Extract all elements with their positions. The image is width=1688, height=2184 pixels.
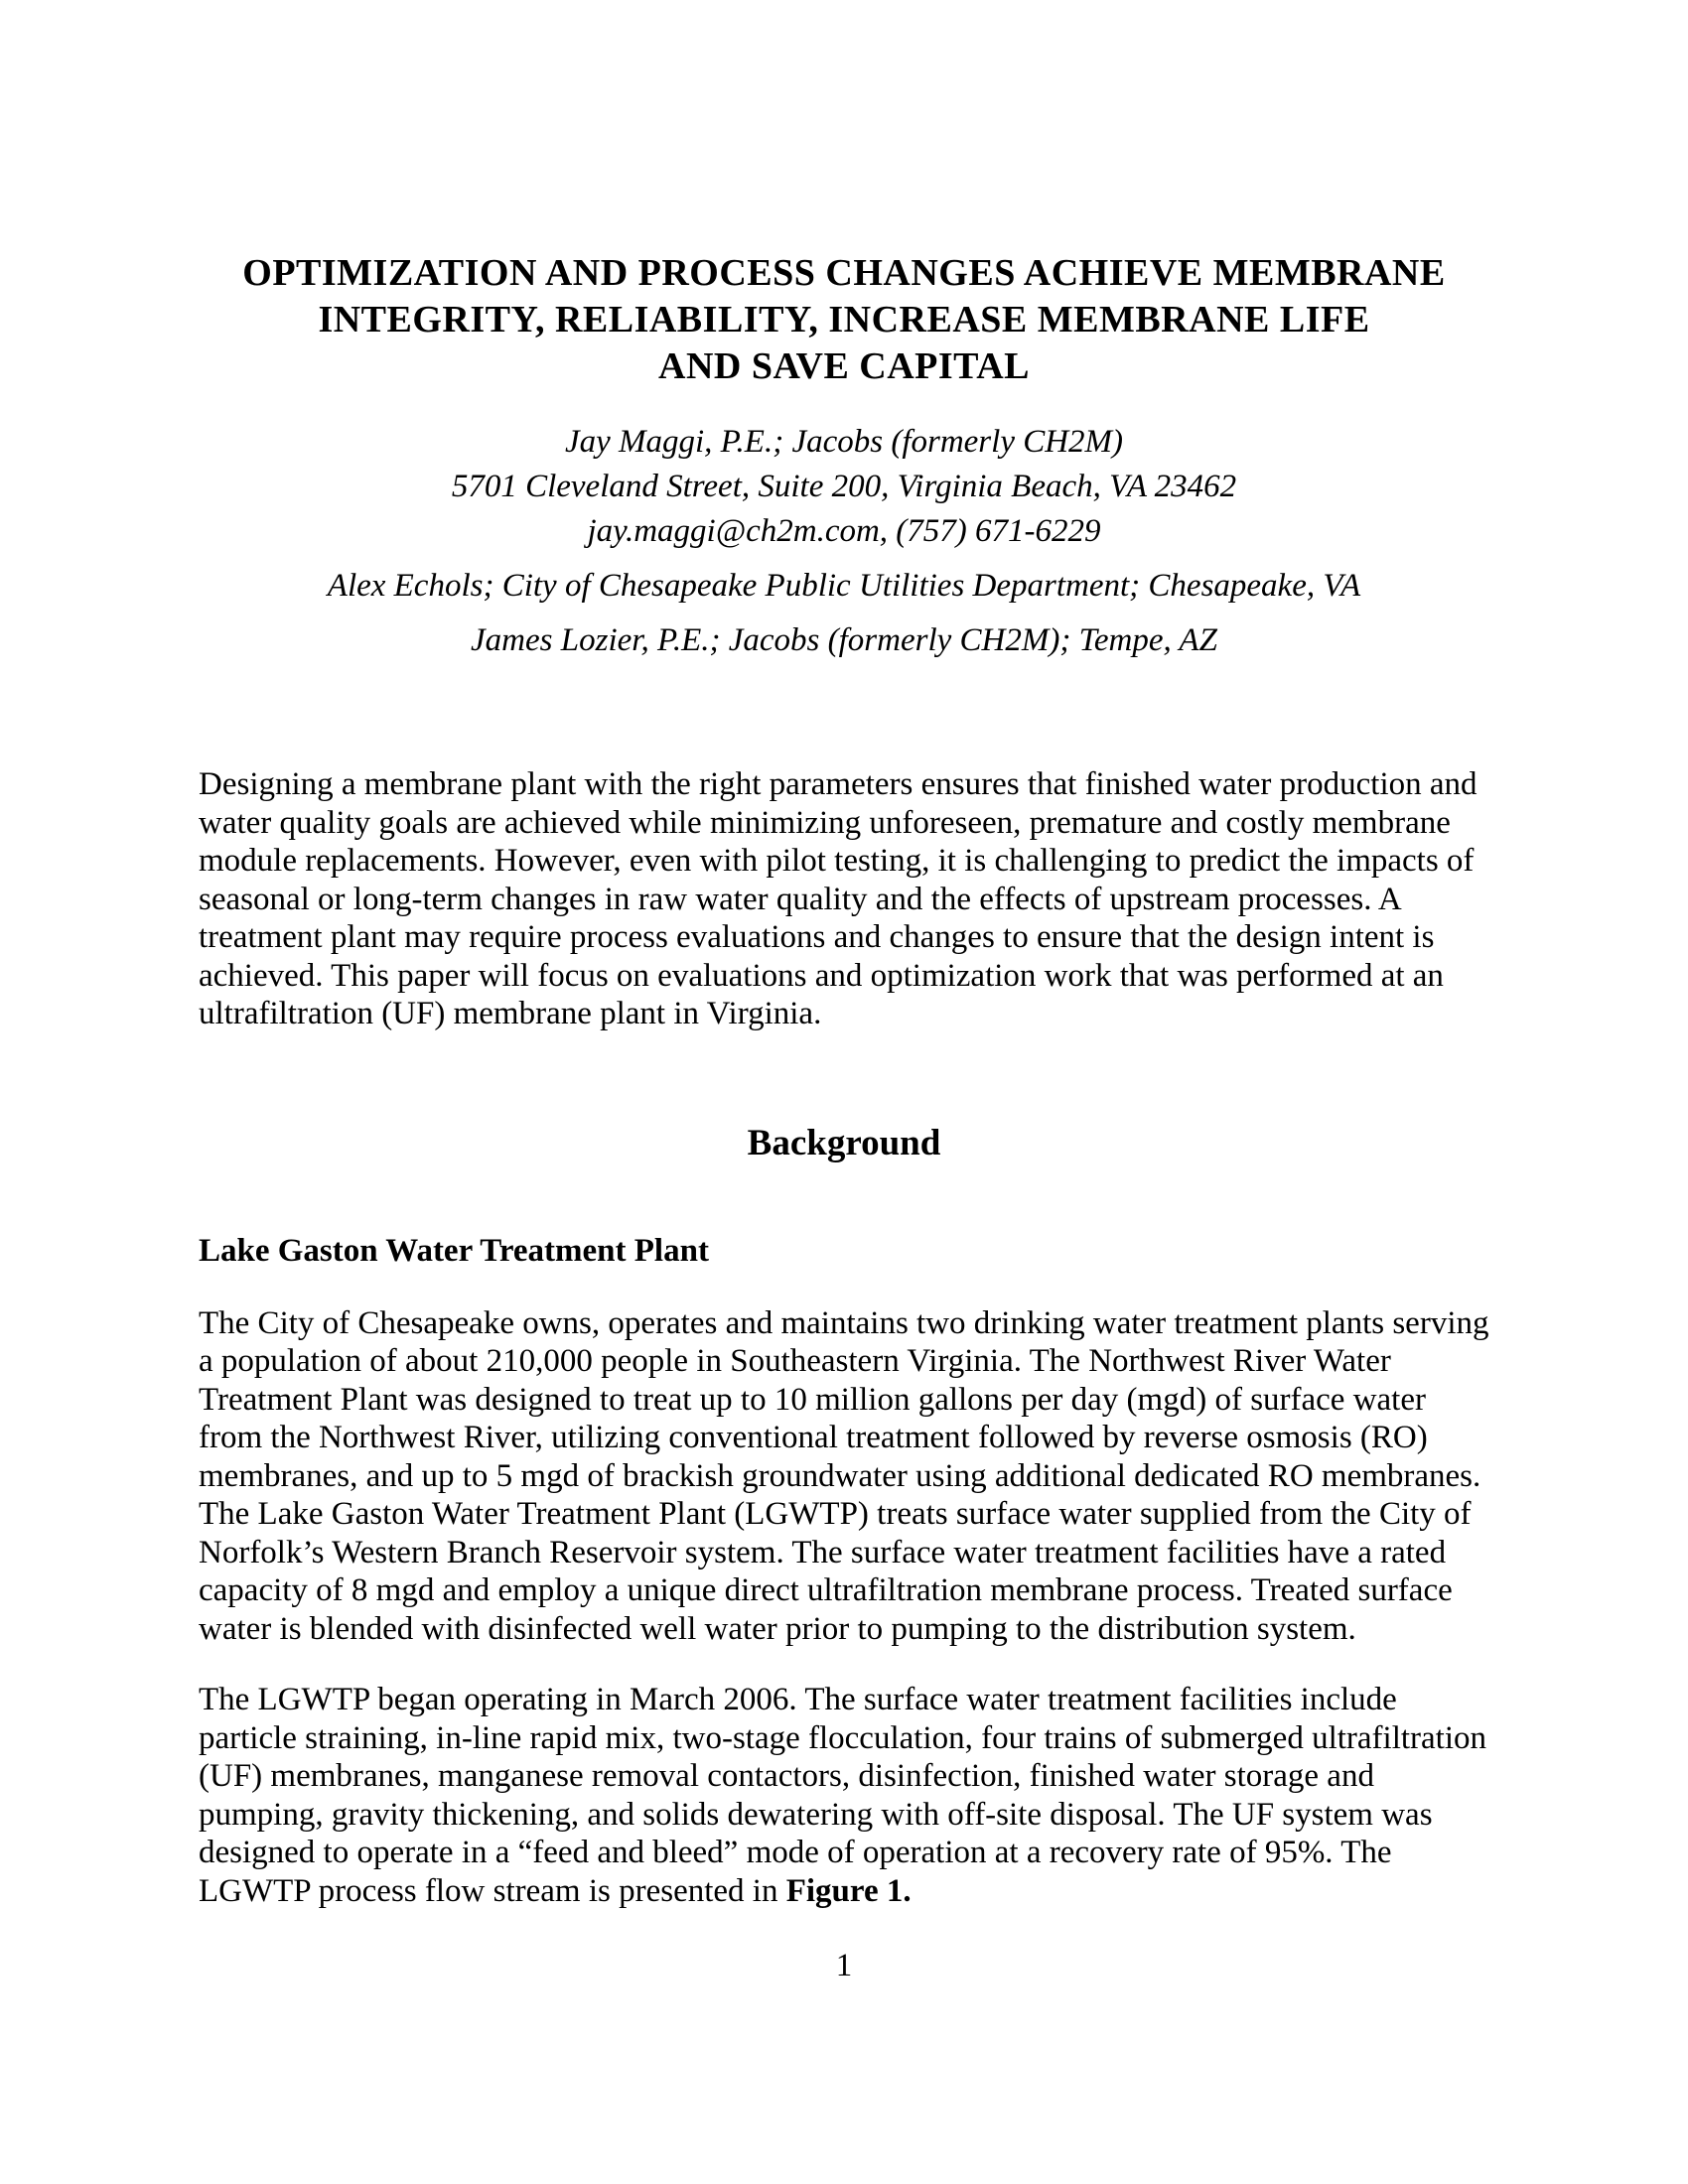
- author-name-line: Alex Echols; City of Chesapeake Public Utilities Department; Chesapeake, VA: [327, 568, 1361, 604]
- title-line-2: INTEGRITY, RELIABILITY, INCREASE MEMBRANE LIFE: [318, 299, 1370, 341]
- author-group-3: [199, 618, 1489, 663]
- section-heading-background: Background: [747, 1122, 941, 1163]
- body-paragraph-2: [199, 1681, 1489, 1910]
- abstract-paragraph: Designing a membrane plant with the right parameters ensures that finished water production and water quality goals are achieved while minimizing unforeseen, premature and costly membrane module replacements. However, even with pilot testing, it is challenging to predict the impacts of seasonal or long-term changes in raw water quality and the effects of upstream processes. A treatment plant may require process evaluations and changes to ensure that the design intent is achieved. This paper will focus on evaluations and optimization work that was performed at an ultrafiltration (UF) membrane plant in Virginia.: [199, 766, 1477, 1031]
- title-line-1: OPTIMIZATION AND PROCESS CHANGES ACHIEVE MEMBRANE: [242, 252, 1446, 294]
- author-name-line: James Lozier, P.E.; Jacobs (formerly CH2M); Tempe, AZ: [471, 622, 1217, 658]
- author-address-line: 5701 Cleveland Street, Suite 200, Virginia Beach, VA 23462: [451, 469, 1237, 504]
- author-name-line: Jay Maggi, P.E.; Jacobs (formerly CH2M): [564, 424, 1124, 460]
- title-line-3: AND SAVE CAPITAL: [658, 345, 1030, 387]
- subsection-heading-lake-gaston: Lake Gaston Water Treatment Plant: [199, 1232, 709, 1269]
- author-group-2: [199, 564, 1489, 609]
- figure-1-reference: Figure 1.: [785, 1872, 912, 1909]
- body-paragraph-2-text: The LGWTP began operating in March 2006. The surface water treatment facilities include particle straining, in-line rapid mix, two-stage flocculation, four trains of submerged ultrafiltration (UF) membranes, manganese removal contactors, disinfection, finished water storage and pumping, gravity thickening, and solids dewatering with off-site disposal. The UF system was designed to operate in a “feed and bleed” mode of operation at a recovery rate of 95%. The LGWTP process flow stream is presented in: [199, 1682, 1487, 1909]
- author-group-1: [199, 420, 1489, 554]
- page-number: 1: [835, 1948, 853, 1983]
- body-paragraph-1: The City of Chesapeake owns, operates and maintains two drinking water treatment plants serving a population of about 210,000 people in Southeastern Virginia. The Northwest River Water Treatment Plant was designed to treat up to 10 million gallons per day (mgd) of surface water from the Northwest River, utilizing conventional treatment followed by reverse osmosis (RO) membranes, and up to 5 mgd of brackish groundwater using additional dedicated RO membranes. The Lake Gaston Water Treatment Plant (LGWTP) treats surface water supplied from the City of Norfolk’s Western Branch Reservoir system. The surface water treatment facilities have a rated capacity of 8 mgd and employ a unique direct ultrafiltration membrane process. Treated surface water is blended with disinfected well water prior to pumping to the distribution system.: [199, 1304, 1489, 1647]
- paper-title: [199, 250, 1489, 390]
- author-block: [199, 420, 1489, 663]
- author-contact-line: jay.maggi@ch2m.com, (757) 671-6229: [587, 513, 1101, 549]
